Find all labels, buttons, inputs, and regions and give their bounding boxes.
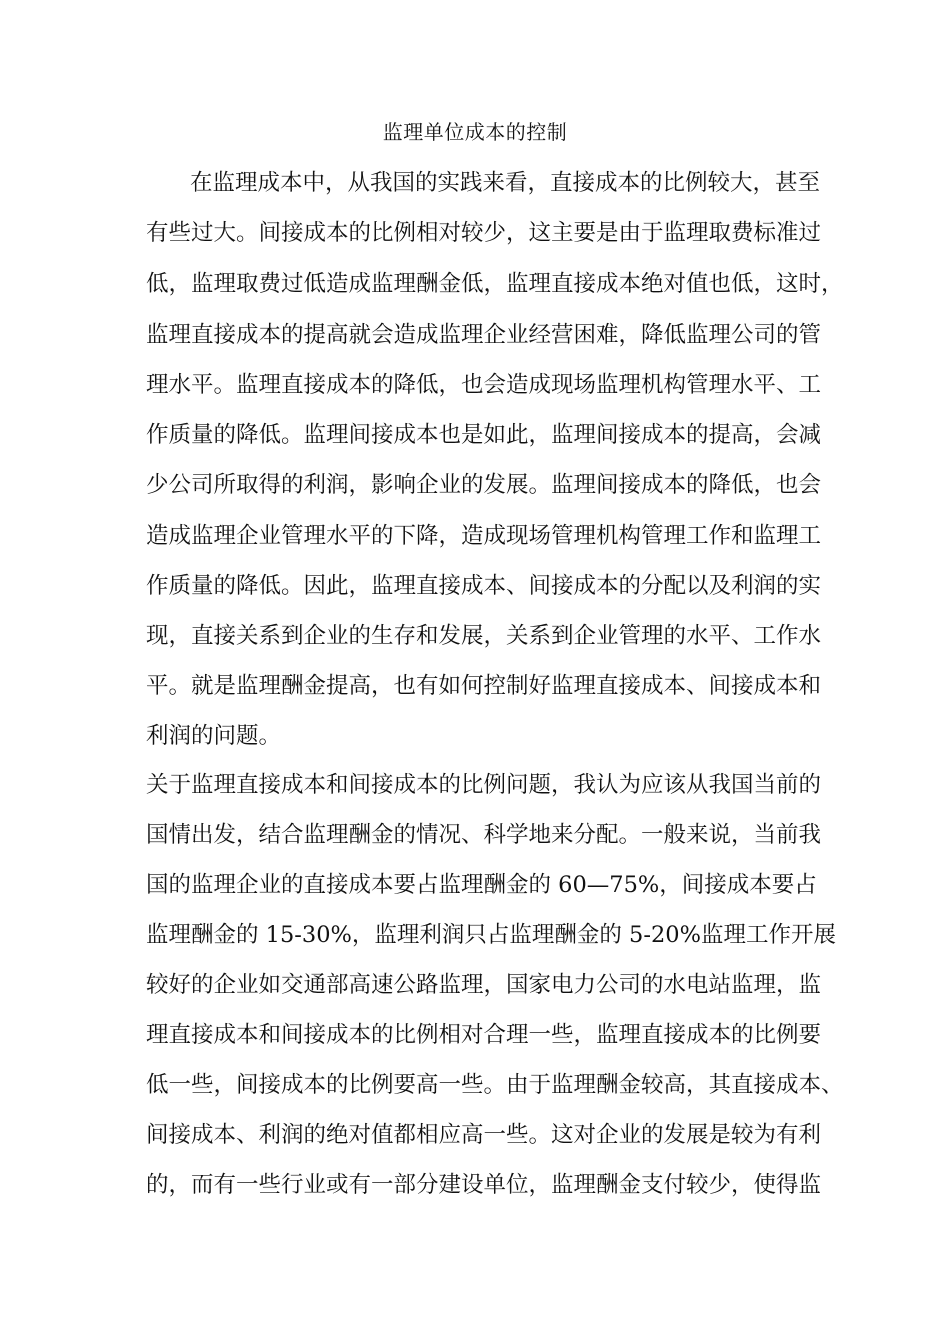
- paragraph-1-line: 利润的问题。: [146, 723, 282, 749]
- paragraph-2-line: 较好的企业如交通部高速公路监理，国家电力公司的水电站监理，监: [146, 972, 822, 998]
- paragraph-2-line: 理直接成本和间接成本的比例相对合理一些，监理直接成本的比例要: [146, 1022, 822, 1048]
- paragraph-2-line: 国情出发，结合监理酬金的情况、科学地来分配。一般来说，当前我: [146, 822, 822, 848]
- paragraph-2-line: 低一些，间接成本的比例要高一些。由于监理酬金较高，其直接成本、: [146, 1072, 844, 1098]
- paragraph-2-line: 关于监理直接成本和间接成本的比例问题，我认为应该从我国当前的: [146, 772, 822, 798]
- paragraph-1-line: 造成监理企业管理水平的下降，造成现场管理机构管理工作和监理工: [146, 523, 822, 549]
- paragraph-1-line: 少公司所取得的利润，影响企业的发展。监理间接成本的降低，也会: [146, 472, 822, 498]
- paragraph-2-line: 国的监理企业的直接成本要占监理酬金的 60—75%，间接成本要占: [146, 872, 817, 898]
- paragraph-1-line: 有些过大。间接成本的比例相对较少，这主要是由于监理取费标准过: [146, 220, 822, 246]
- page-title: 监理单位成本的控制: [382, 120, 568, 144]
- paragraph-1-line: 作质量的降低。因此，监理直接成本、间接成本的分配以及利润的实: [146, 573, 822, 599]
- paragraph-1-line: 现，直接关系到企业的生存和发展，关系到企业管理的水平、工作水: [146, 623, 822, 649]
- paragraph-2-line: 的，而有一些行业或有一部分建设单位，监理酬金支付较少，使得监: [146, 1172, 822, 1198]
- paragraph-1-line: 平。就是监理酬金提高，也有如何控制好监理直接成本、间接成本和: [146, 673, 822, 699]
- paragraph-1-line: 监理直接成本的提高就会造成监理企业经营困难，降低监理公司的管: [146, 322, 822, 348]
- paragraph-1-line: 作质量的降低。监理间接成本也是如此，监理间接成本的提高，会减: [146, 422, 822, 448]
- paragraph-1-line: 在监理成本中，从我国的实践来看，直接成本的比例较大，甚至: [190, 170, 821, 196]
- paragraph-1-line: 低，监理取费过低造成监理酬金低，监理直接成本绝对值也低，这时，: [146, 271, 844, 297]
- paragraph-2-line: 监理酬金的 15-30%，监理利润只占监理酬金的 5-20%监理工作开展: [146, 922, 836, 948]
- paragraph-2-line: 间接成本、利润的绝对值都相应高一些。这对企业的发展是较为有利: [146, 1122, 822, 1148]
- paragraph-1-line: 理水平。监理直接成本的降低，也会造成现场监理机构管理水平、工: [146, 372, 822, 398]
